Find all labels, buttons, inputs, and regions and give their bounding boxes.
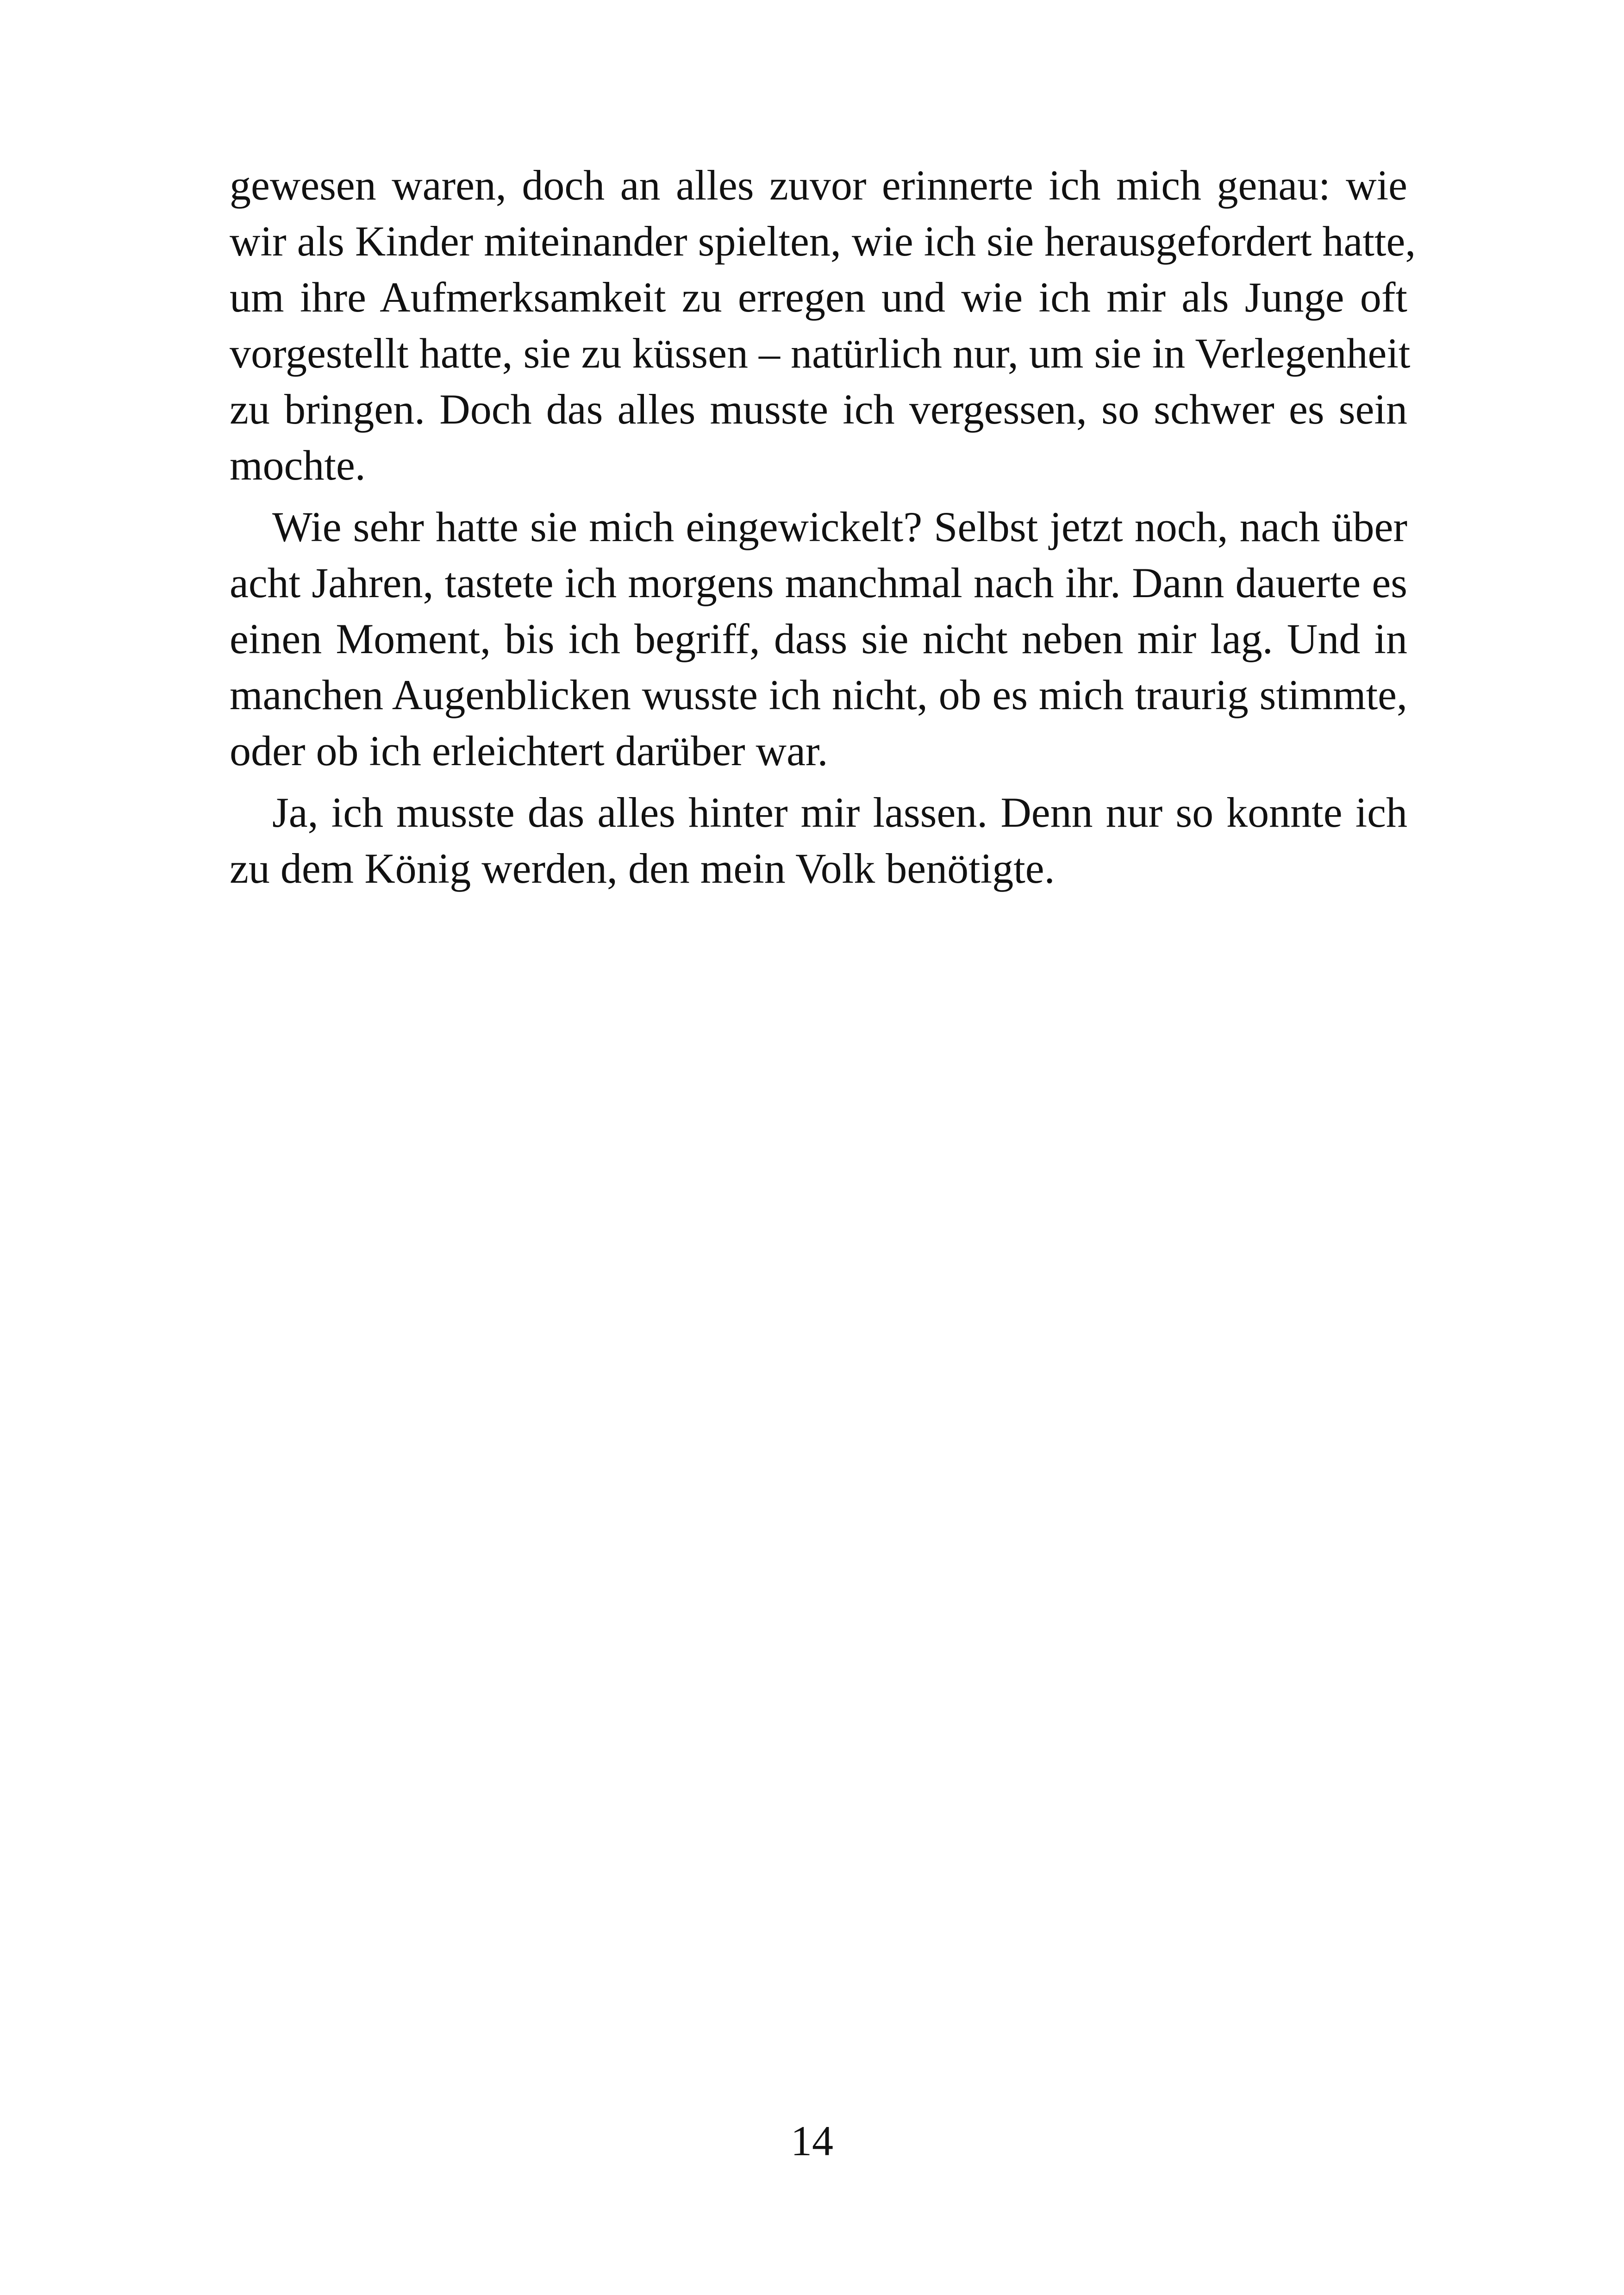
- text-line: Ja, ich musste das alles hinter mir lassen. Denn nur so konnte ich: [272, 789, 1407, 836]
- text-line: zu bringen. Doch das alles musste ich vergessen, so schwer es sein: [230, 386, 1407, 433]
- text-line: zu dem König werden, den mein Volk benötigte.: [230, 845, 1055, 892]
- text-line: vorgestellt hatte, sie zu küssen – natürlich nur, um sie in Verlegenheit: [230, 330, 1411, 377]
- text-line: einen Moment, bis ich begriff, dass sie nicht neben mir lag. Und in: [230, 615, 1407, 662]
- text-line: mochte.: [230, 442, 366, 489]
- paragraph-3: [230, 785, 1407, 897]
- text-line: manchen Augenblicken wusste ich nicht, ob es mich traurig stimmte,: [230, 671, 1407, 718]
- text-line: wir als Kinder miteinander spielten, wie ich sie herausgefordert hatte,: [230, 218, 1416, 265]
- text-line: Wie sehr hatte sie mich eingewickelt? Selbst jetzt noch, nach über: [272, 503, 1407, 550]
- paragraph-2: [230, 499, 1407, 779]
- paragraph-1: [230, 157, 1416, 493]
- text-line: gewesen waren, doch an alles zuvor erinnerte ich mich genau: wie: [230, 162, 1407, 209]
- text-line: acht Jahren, tastete ich morgens manchmal nach ihr. Dann dauerte es: [230, 559, 1407, 606]
- page-number: 14: [791, 2117, 833, 2164]
- text-line: oder ob ich erleichtert darüber war.: [230, 727, 828, 774]
- text-line: um ihre Aufmerksamkeit zu erregen und wie ich mir als Junge oft: [230, 274, 1407, 321]
- body-text: [230, 157, 1416, 902]
